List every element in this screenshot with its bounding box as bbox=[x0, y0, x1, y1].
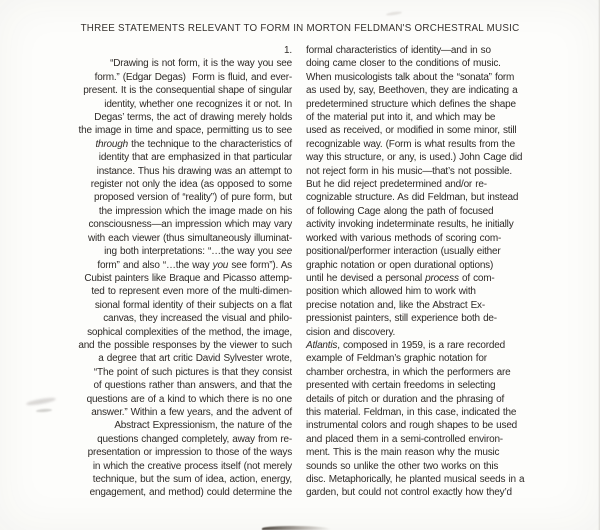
text-line: position which allowed him to work with bbox=[306, 286, 476, 298]
text-line: Abstract Expressionism, the nature of the bbox=[114, 420, 292, 432]
text-line: of following Cage along the path of focused bbox=[306, 205, 494, 217]
text-line: questions are of a kind to which there is no one bbox=[86, 393, 292, 405]
text-line: the impression which the image made on his bbox=[98, 205, 292, 217]
text-line: worked with various methods of scoring com- bbox=[306, 232, 502, 244]
text-line: proposed version of “reality”) of pure form, but bbox=[93, 192, 292, 204]
scan-speck bbox=[386, 11, 402, 16]
text-line: form” and also “…the way you see form”). As bbox=[97, 259, 292, 271]
text-line: sophical complexities of the method, the image, bbox=[87, 326, 292, 338]
text-line: pressionist painters, still experience both de- bbox=[306, 313, 497, 325]
text-line: “Drawing is not form, it is the way you see bbox=[110, 58, 292, 70]
text-line: garden, but could not control exactly how they’d bbox=[306, 487, 512, 499]
text-line: disc. Metaphorically, he planted musical seeds in a bbox=[306, 474, 525, 485]
text-line: cision and discovery. bbox=[306, 326, 396, 338]
text-line: register not only the idea (as opposed to some bbox=[90, 179, 292, 191]
text-line: 1. bbox=[284, 45, 292, 56]
text-line: presentation or impression to those of the ways bbox=[87, 447, 292, 459]
text-line: technique, but the sum of idea, action, energy, bbox=[92, 474, 292, 485]
text-line: example of Feldman’s graphic notation for bbox=[306, 353, 487, 365]
text-line: sional formal identity of their subjects on a flat bbox=[94, 299, 292, 311]
text-line: and the possible responses by the viewer to such bbox=[78, 339, 292, 351]
text-line: of the material put into it, and which may be bbox=[306, 112, 496, 124]
text-line: and placed them in a semi-controlled environ- bbox=[306, 433, 503, 445]
text-line: predetermined structure which defines the shape bbox=[306, 98, 516, 110]
text-line: instrumental colors and rough shapes to be used bbox=[306, 420, 518, 432]
text-line: When musicologists talk about the “sonata” form bbox=[306, 71, 515, 83]
text-line: Cubist painters like Braque and Picasso attemp- bbox=[84, 272, 292, 284]
text-line: positional/performer interaction (usually either bbox=[306, 246, 501, 258]
text-line: But he did reject predetermined and/or re- bbox=[306, 179, 487, 191]
text-line: identity that are emphasized in that particular bbox=[98, 152, 292, 164]
text-line: “The point of such pictures is that they consist bbox=[93, 366, 292, 378]
text-line: presented with certain freedoms in selecting bbox=[306, 380, 496, 392]
text-line: this material. Feldman, in this case, indicated the bbox=[306, 406, 517, 418]
text-line: engagement, and method) could determine the bbox=[89, 487, 292, 499]
text-line: formal characteristics of identity—and in so bbox=[306, 45, 491, 56]
text-line: instance. Thus his drawing was an attempt to bbox=[96, 165, 292, 177]
text-line: graphic notation or open durational options) bbox=[306, 259, 494, 271]
right-text-column bbox=[306, 44, 556, 500]
text-line: Degas’ terms, the act of drawing merely holds bbox=[94, 112, 292, 124]
text-line: questions changed completely, away from re- bbox=[97, 433, 292, 445]
text-line: precise notation and, like the Abstract Ex- bbox=[306, 299, 485, 311]
text-line: of questions rather than answers, and that the bbox=[93, 380, 292, 392]
left-text-column bbox=[50, 44, 292, 500]
text-line: through the technique to the characteristics of bbox=[95, 138, 292, 150]
text-line: cognizable structure. As did Feldman, but instead bbox=[306, 192, 519, 204]
text-line: identity, whether one recognizes it or not. In bbox=[104, 98, 292, 110]
scan-smudge-bottom bbox=[262, 526, 334, 530]
text-line: until he devised a personal process of com- bbox=[306, 272, 495, 284]
text-line: with each viewer (thus simultaneously illuminat- bbox=[87, 232, 292, 244]
text-line: present. It is the consequential shape of singular bbox=[83, 85, 292, 97]
text-line: not reject form in his music—that’s not possible. bbox=[306, 165, 512, 177]
text-line: Atlantis, composed in 1959, is a rare recorded bbox=[306, 339, 506, 351]
text-line: canvas, they increased the visual and philo- bbox=[103, 313, 292, 325]
text-line: activity invoking indeterminate results, he initially bbox=[306, 219, 514, 231]
text-line: doing came closer to the conditions of music. bbox=[306, 58, 501, 70]
text-line: form.” (Edgar Degas) Form is fluid, and ever- bbox=[94, 71, 292, 83]
text-line: ted to represent even more of the multi-dimen- bbox=[91, 286, 292, 298]
text-line: sounds so unlike the other two works on this bbox=[306, 460, 499, 472]
text-line: chamber orchestra, in which the performers are bbox=[306, 366, 511, 378]
text-line: ment. This is the main reason why the music bbox=[306, 447, 500, 459]
text-line: ing both interpretations: “…the way you see bbox=[104, 246, 292, 258]
text-line: as used by, say, Beethoven, they are indicating a bbox=[306, 85, 518, 97]
text-line: answer.” Within a few years, and the advent of bbox=[91, 406, 292, 418]
text-line: way this structure, or any, is used.) John Cage did bbox=[306, 152, 523, 164]
text-line: consciousness—an impression which may vary bbox=[88, 219, 292, 231]
text-line: in which the creative process itself (not merely bbox=[92, 460, 292, 472]
page-title: THREE STATEMENTS RELEVANT TO FORM IN MORTON FELDMAN'S ORCHESTRAL MUSIC bbox=[80, 23, 520, 34]
text-line: the image in time and space, permitting us to see bbox=[78, 125, 292, 137]
text-line: a degree that art critic David Sylvester wrote, bbox=[98, 353, 292, 365]
text-line: details of pitch or duration and the phrasing of bbox=[306, 393, 505, 405]
text-line: recognizable way. (Form is what results from the bbox=[306, 138, 515, 150]
text-line: used as received, or modified in some minor, still bbox=[306, 125, 517, 137]
